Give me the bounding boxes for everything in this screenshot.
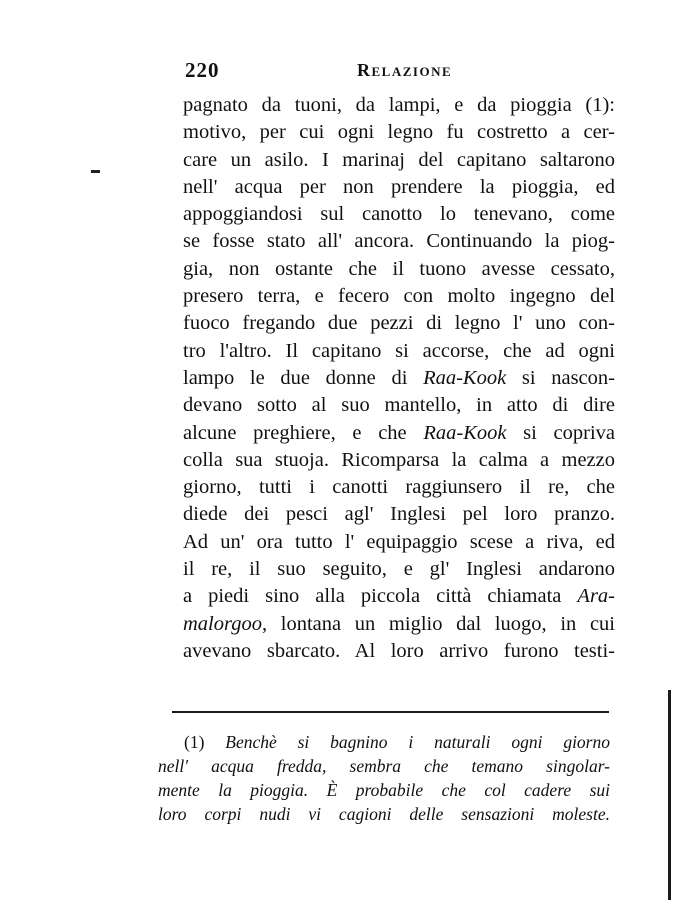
text-line: devano sotto al suo mantello, in atto di dire: [183, 394, 615, 417]
person-name: Raa-Kook: [423, 366, 507, 389]
margin-mark: [91, 170, 100, 173]
text-line: nell' acqua per non prendere la pioggia, ed: [183, 175, 615, 198]
text-line: avevano sbarcato. Al loro arrivo furono testi-: [183, 639, 615, 662]
text-fragment: a piedi sino alla piccola città chiamata: [183, 585, 578, 608]
text-line: pagnato da tuoni, da lampi, e da pioggia (1):: [183, 94, 615, 116]
text-fragment: si copriva: [506, 421, 615, 444]
footnote-line: nell' acqua fredda, sembra che temano singolar-: [158, 756, 610, 776]
text-line: care un asilo. I marinaj del capitano saltarono: [183, 148, 615, 171]
page-header: [185, 58, 615, 92]
text-line: motivo, per cui ogni legno fu costretto a cer-: [183, 121, 615, 144]
text-fragment: lampo le due donne di: [183, 366, 424, 389]
text-line: Ad un' ora tutto l' equipaggio scese a riva, ed: [183, 530, 615, 553]
page-number: 220: [185, 58, 220, 82]
person-name: Raa-Kook: [423, 421, 507, 444]
text-fragment: alcune preghiere, e che: [183, 421, 424, 444]
body-text: [183, 92, 615, 665]
footnote-marker: (1): [184, 732, 205, 752]
page-edge-shadow: [668, 690, 671, 900]
text-line: [183, 611, 615, 638]
running-title: Relazione: [357, 60, 453, 80]
text-line: diede dei pesci agl' Inglesi pel loro pranzo.: [183, 503, 615, 526]
text-line: colla sua stuoja. Ricomparsa la calma a mezzo: [183, 448, 615, 471]
text-fragment: si nascon-: [506, 366, 615, 389]
text-line: gia, non ostante che il tuono avesse cessato,: [183, 257, 615, 280]
footnote-text: Benchè si bagnino i naturali ogni giorno: [225, 732, 610, 752]
footnote-line: mente la pioggia. È probabile che col cadere sui: [158, 780, 610, 800]
text-fragment: , lontana un miglio dal luogo, in cui: [261, 612, 615, 635]
text-line: presero terra, e fecero con molto ingegno del: [183, 285, 615, 308]
footnote: [158, 730, 610, 826]
text-line: [183, 583, 615, 610]
place-name: Ara-: [577, 585, 615, 608]
text-line: tro l'altro. Il capitano si accorse, che ad ogni: [183, 339, 615, 362]
text-line: se fosse stato all' ancora. Continuando la piog-: [183, 230, 615, 253]
text-line: [183, 420, 615, 447]
text-line: appoggiandosi sul canotto lo tenevano, come: [183, 203, 615, 226]
footnote-divider: [172, 711, 609, 713]
text-line: il re, il suo seguito, e gl' Inglesi andarono: [183, 558, 615, 581]
footnote-line: [158, 730, 610, 754]
footnote-line: loro corpi nudi vi cagioni delle sensazioni moleste.: [158, 804, 610, 824]
text-line: fuoco fregando due pezzi di legno l' uno con-: [183, 312, 615, 335]
text-line: [183, 365, 615, 392]
text-line: giorno, tutti i canotti raggiunsero il re, che: [183, 476, 615, 499]
place-name: malorgoo: [183, 612, 262, 635]
